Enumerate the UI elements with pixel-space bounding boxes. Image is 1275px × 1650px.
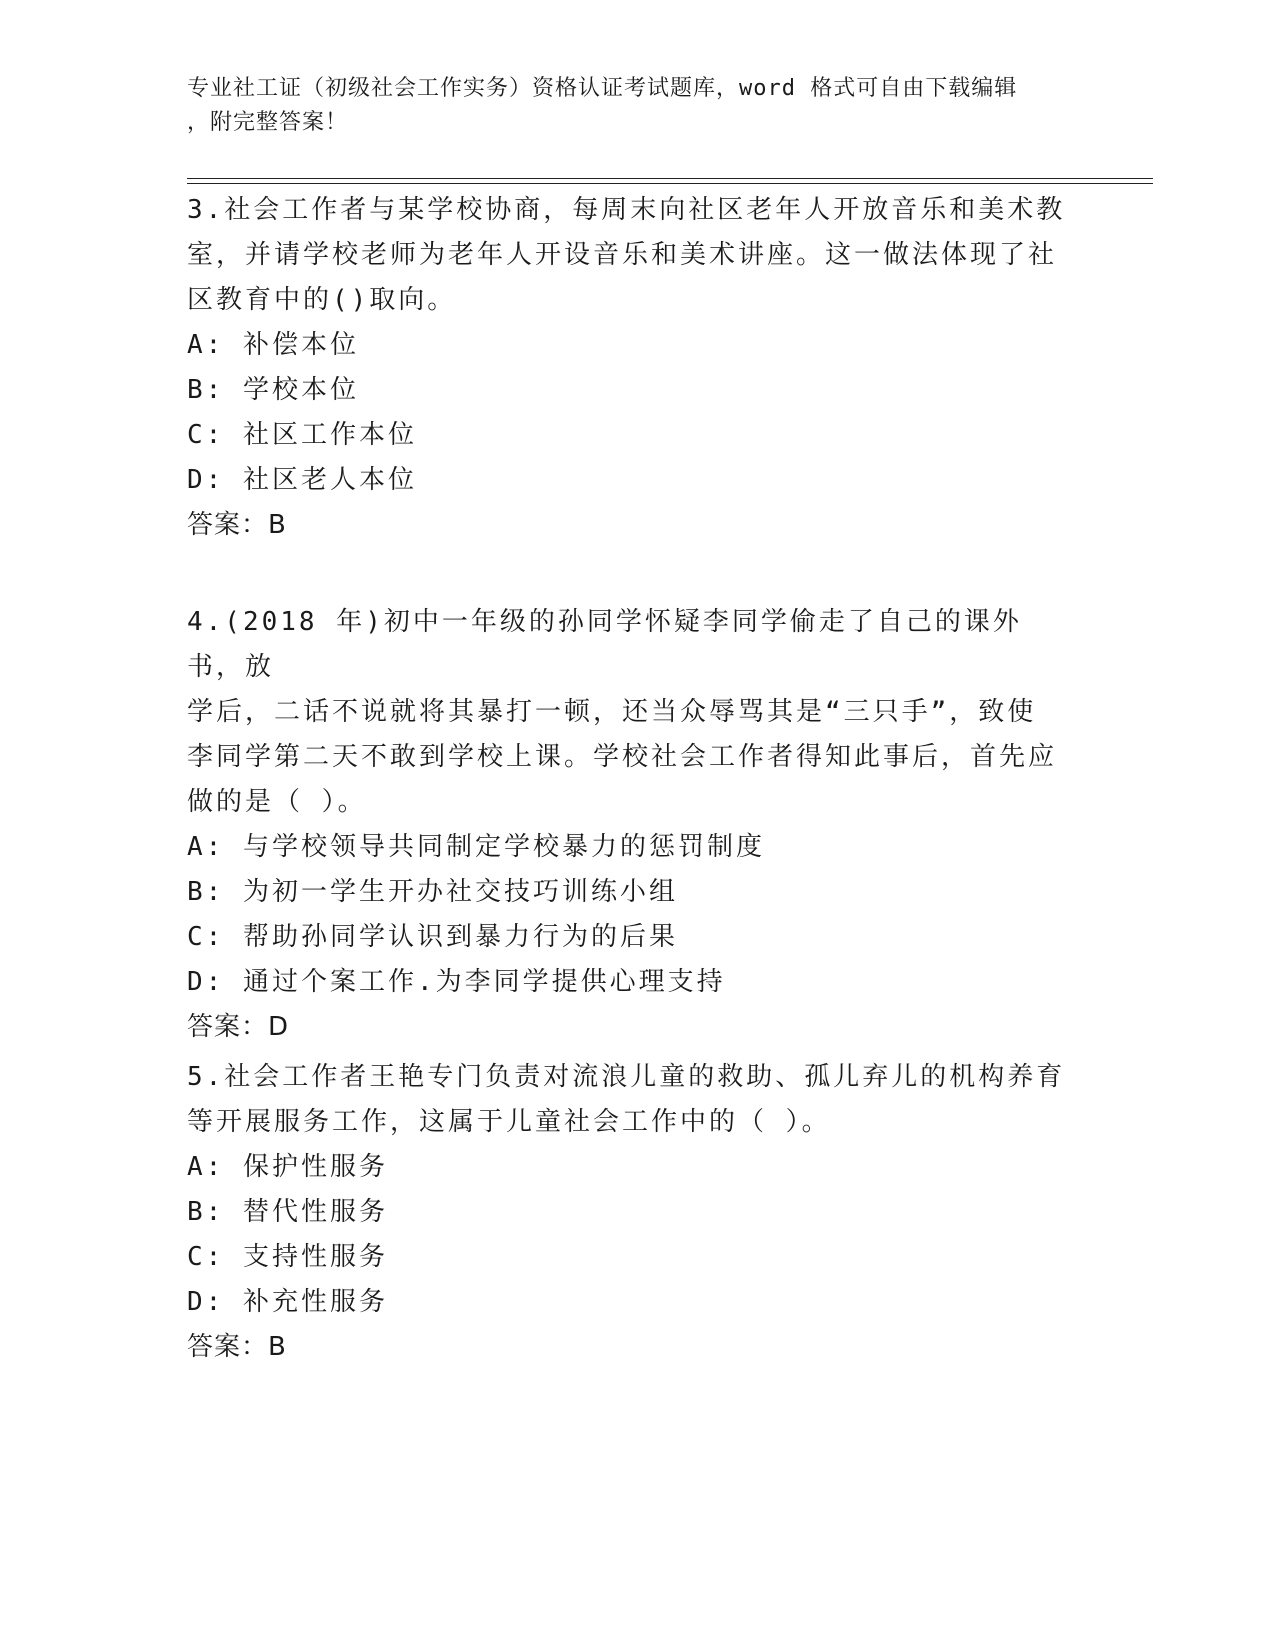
option-d: D: 通过个案工作.为李同学提供心理支持 [187, 967, 726, 997]
header-divider-top [187, 178, 1153, 179]
question-5 [187, 1055, 1067, 1370]
question-stem-line: 区教育中的()取向。 [187, 285, 457, 315]
option-b: B: 为初一学生开办社交技巧训练小组 [187, 877, 678, 907]
header-line-1: 专业社工证（初级社会工作实务）资格认证考试题库，word 格式可自由下载编辑 [187, 76, 1018, 101]
question-stem-line: 室，并请学校老师为老年人开设音乐和美术讲座。这一做法体现了社 [187, 240, 1058, 270]
question-3 [187, 188, 1067, 548]
option-b: B: 替代性服务 [187, 1197, 388, 1227]
option-d: D: 社区老人本位 [187, 465, 417, 495]
answer-line: 答案：D [187, 1012, 290, 1042]
option-a: A: 与学校领导共同制定学校暴力的惩罚制度 [187, 832, 765, 862]
option-d: D: 补充性服务 [187, 1287, 388, 1317]
header-divider-bottom [187, 183, 1153, 184]
question-stem-line: 5.社会工作者王艳专门负责对流浪儿童的救助、孤儿弃儿的机构养育 [187, 1062, 1066, 1092]
option-a: A: 补偿本位 [187, 330, 359, 360]
question-stem-line: 4.(2018 年)初中一年级的孙同学怀疑李同学偷走了自己的课外书，放 [187, 607, 1022, 682]
question-stem-line: 李同学第二天不敢到学校上课。学校社会工作者得知此事后，首先应 [187, 742, 1058, 772]
option-c: C: 支持性服务 [187, 1242, 388, 1272]
question-stem-line: 学后，二话不说就将其暴打一顿，还当众辱骂其是“三只手”，致使 [187, 697, 1037, 727]
question-stem-line: 3.社会工作者与某学校协商，每周末向社区老年人开放音乐和美术教 [187, 195, 1066, 225]
option-c: C: 帮助孙同学认识到暴力行为的后果 [187, 922, 678, 952]
header-line-2: ，附完整答案！ [187, 110, 349, 135]
option-b: B: 学校本位 [187, 375, 359, 405]
question-stem-line: 做的是（ ）。 [187, 787, 367, 817]
document-header [187, 72, 1067, 140]
question-stem-line: 等开展服务工作，这属于儿童社会工作中的（ ）。 [187, 1107, 831, 1137]
answer-line: 答案：B [187, 510, 287, 540]
question-4 [187, 600, 1067, 1050]
answer-line: 答案：B [187, 1332, 287, 1362]
option-c: C: 社区工作本位 [187, 420, 417, 450]
option-a: A: 保护性服务 [187, 1152, 388, 1182]
